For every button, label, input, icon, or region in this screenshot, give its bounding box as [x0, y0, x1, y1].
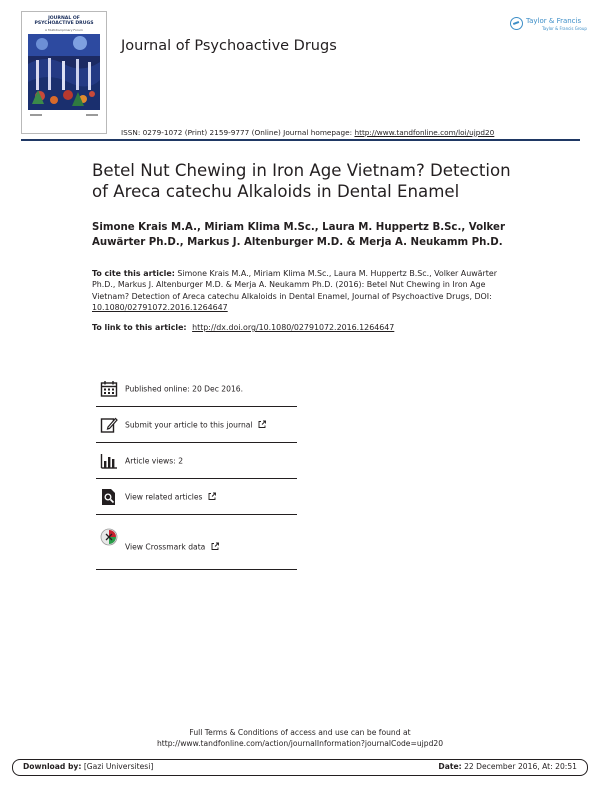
calendar-icon	[100, 380, 118, 398]
publisher-group: Taylor & Francis Group	[542, 26, 587, 31]
submit-article-label: Submit your article to this journal	[125, 420, 253, 429]
cover-title-line2: PSYCHOACTIVE DRUGS	[34, 21, 94, 26]
issn-line	[121, 128, 494, 137]
article-views-text: Article views: 2	[125, 456, 184, 465]
issn-text: ISSN: 0279-1072 (Print) 2159-9777 (Online) Journal homepage:	[121, 128, 353, 137]
terms-url[interactable]: http://www.tandfonline.com/action/journalInformation?journalCode=ujpd20	[156, 739, 444, 748]
publisher-logo[interactable]	[510, 16, 586, 36]
info-item-submit[interactable]	[96, 407, 297, 443]
citation-doi-link[interactable]: 10.1080/02791072.2016.1264647	[92, 303, 228, 313]
related-articles-label: View related articles	[125, 492, 203, 501]
external-link-icon	[258, 420, 266, 428]
cover-title	[22, 16, 106, 26]
info-item-crossmark[interactable]	[96, 515, 297, 570]
download-info-bar	[12, 759, 588, 776]
citation-label: To cite this article:	[92, 269, 175, 278]
info-item-related[interactable]	[96, 479, 297, 515]
header-divider	[21, 139, 580, 141]
terms-notice	[0, 727, 600, 749]
article-title: Betel Nut Chewing in Iron Age Vietnam? Detection of Areca catechu Alkaloids in Dental Enamel	[92, 161, 511, 201]
journal-homepage-link[interactable]: http://www.tandfonline.com/loi/ujpd20	[354, 128, 495, 137]
journal-cover-thumbnail	[21, 11, 107, 134]
article-link-line	[92, 323, 394, 332]
cover-title-line1: JOURNAL OF	[48, 16, 80, 21]
article-link-label: To link to this article:	[92, 323, 187, 332]
citation-text: Simone Krais M.A., Miriam Klima M.Sc., Laura M. Huppertz B.Sc., Volker Auwärter Ph.D., Markus J. Altenburger M.D. & Merja A. Neukamm Ph.D. (2016): Betel Nut Chewing in Iron Age Vietnam? Detection of Areca catechu Alkaloids in Dental Enamel, Journal of Psychoactive Drugs, DOI:	[92, 269, 497, 301]
downloaded-by-label: Download by:	[23, 762, 82, 771]
citation-block	[92, 268, 512, 314]
journal-name[interactable]: Journal of Psychoactive Drugs	[121, 38, 337, 54]
downloaded-by-value: [Gazi Universitesi]	[83, 762, 154, 771]
edit-icon	[100, 416, 118, 434]
info-item-views	[96, 443, 297, 479]
external-link-icon	[208, 492, 216, 500]
info-item-published	[96, 371, 297, 407]
cover-footer	[30, 114, 98, 117]
article-doi-link[interactable]: http://dx.doi.org/10.1080/02791072.2016.1264647	[192, 323, 395, 332]
downloaded-by	[23, 762, 153, 771]
search-document-icon	[100, 488, 118, 506]
download-date-label: Date:	[438, 762, 462, 771]
article-authors: Simone Krais M.A., Miriam Klima M.Sc., Laura M. Huppertz B.Sc., Volker Auwärter Ph.D., Markus J. Altenburger M.D. & Merja A. Neukamm Ph.D.	[92, 222, 505, 248]
external-link-icon	[211, 543, 219, 551]
download-date-value: 22 December 2016, At: 20:51	[464, 762, 577, 771]
publisher-name: Taylor & Francis	[526, 17, 582, 25]
cover-artwork	[28, 34, 100, 110]
related-articles-link[interactable]	[125, 492, 216, 501]
download-date	[438, 762, 577, 771]
submit-article-link[interactable]	[125, 420, 266, 429]
crossmark-icon	[100, 528, 118, 546]
bar-chart-icon	[100, 452, 118, 470]
cover-subtitle: A Multidisciplinary Forum	[45, 28, 83, 32]
crossmark-label: View Crossmark data	[125, 542, 206, 552]
terms-line: Full Terms & Conditions of access and use can be found at	[189, 728, 411, 737]
publisher-logo-icon	[510, 17, 523, 30]
crossmark-link[interactable]	[125, 543, 219, 552]
published-date-text: Published online: 20 Dec 2016.	[125, 384, 244, 393]
